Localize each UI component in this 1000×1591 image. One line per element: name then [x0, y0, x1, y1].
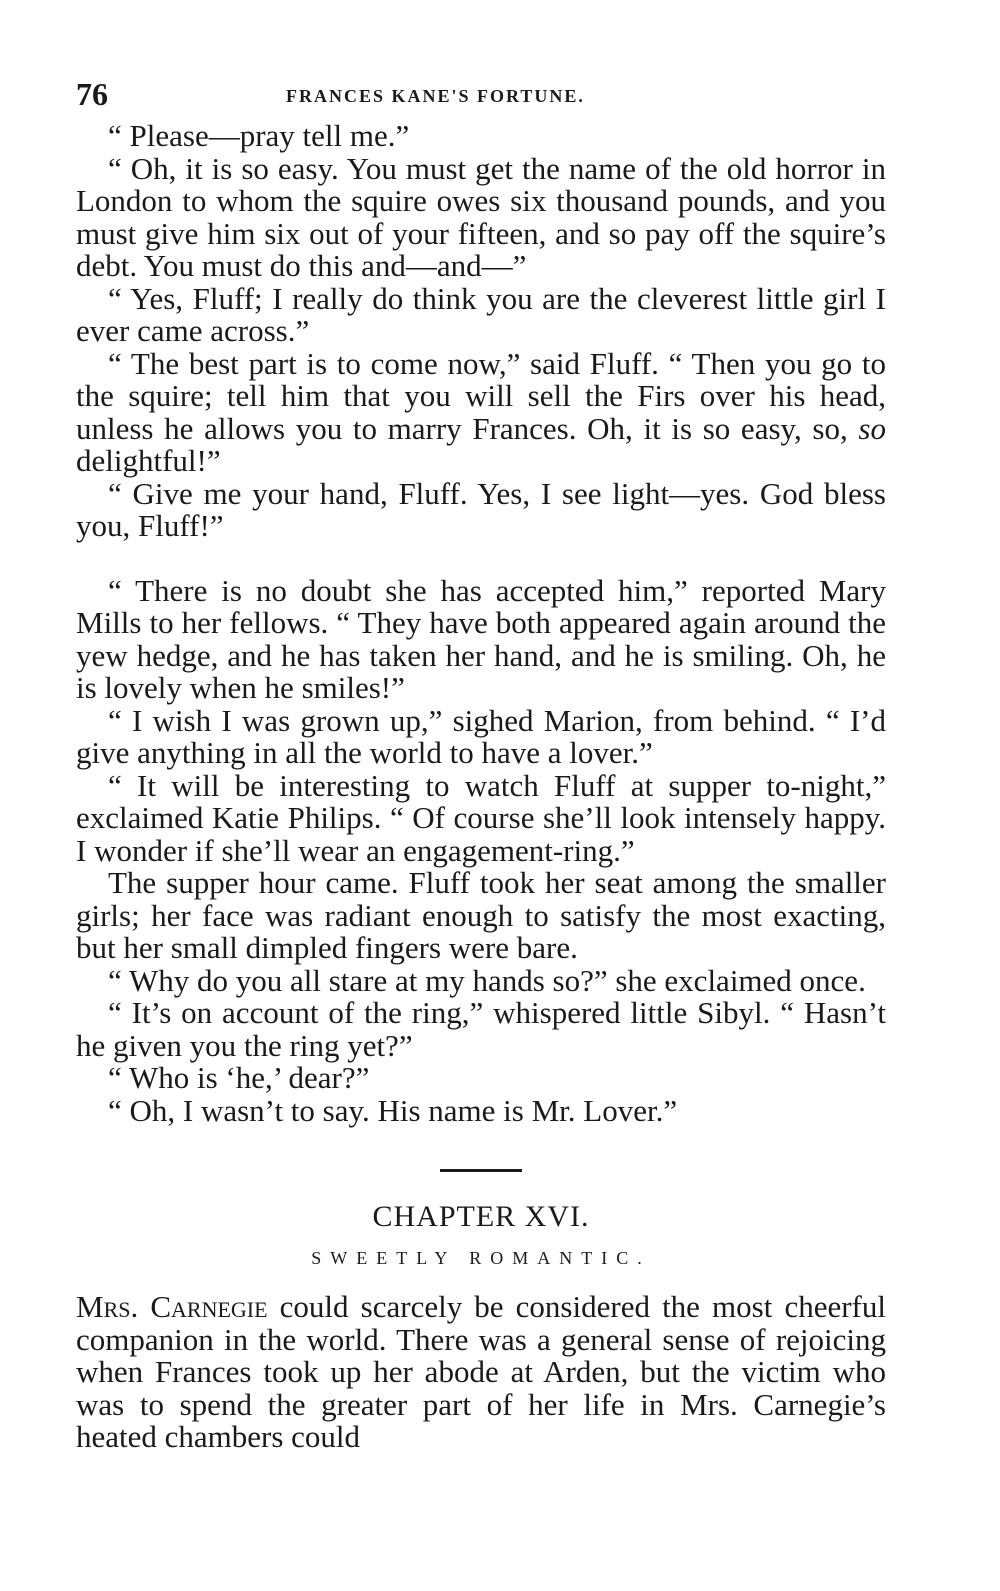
- paragraph: “ There is no doubt she has accepted him,” reported Mary Mills to her fellows. “ They have both appeared again around the yew hedge, and he has taken her hand, and he is smiling. Oh, he is lovely when he smiles!”: [76, 572, 886, 705]
- body-text: [76, 120, 886, 1127]
- book-page: [76, 76, 886, 1454]
- running-title: FRANCES KANE'S FORTUNE.: [286, 86, 585, 106]
- chapter-title: CHAPTER XVI.: [372, 1200, 590, 1233]
- section-break: [76, 543, 886, 575]
- chapter-opening-words: Mrs. Carnegie: [76, 1289, 268, 1324]
- running-head: [76, 76, 886, 120]
- chapter-subtitle: SWEETLY ROMANTIC.: [311, 1248, 651, 1268]
- paragraph: [76, 1291, 886, 1454]
- chapter-body-text: [76, 1291, 886, 1454]
- paragraph-text: “ The best part is to come now,” said Fluff. “ Then you go to the squire; tell him that you will sell the Firs over his head, unless he allows you to marry Frances. Oh, it is so easy, so,: [76, 345, 886, 446]
- paragraph: The supper hour came. Fluff took her seat among the smaller girls; her face was radiant enough to satisfy the most exacting, but her small dimpled fingers were bare.: [76, 865, 886, 965]
- chapter-divider-rule: [440, 1169, 522, 1172]
- paragraph: “ Please—pray tell me.”: [108, 118, 410, 153]
- paragraph: [76, 345, 886, 478]
- paragraph: “ Why do you all stare at my hands so?” she exclaimed once.: [108, 962, 866, 998]
- paragraph: “ Give me your hand, Fluff. Yes, I see light—yes. God bless you, Fluff!”: [76, 475, 886, 543]
- paragraph: “ It will be interesting to watch Fluff at supper to-night,” exclaimed Katie Philips. “ Of course she’ll look intensely happy. I wonder if she’ll wear an engagement-ring.”: [76, 767, 886, 868]
- paragraph: “ Oh, I wasn’t to say. His name is Mr. Lover.”: [108, 1092, 678, 1128]
- paragraph-text: delightful!”: [76, 443, 221, 478]
- paragraph: “ It’s on account of the ring,” whispered little Sibyl. “ Hasn’t he given you the ring yet?”: [76, 995, 886, 1063]
- paragraph-text: could scarcely be considered the most cheerful companion in the world. There was a general sense of rejoicing when Frances took up her abode at Arden, but the victim who was to spend the greater part of her life in Mrs. Carnegie’s heated chambers could: [76, 1289, 886, 1454]
- emphasis: so: [858, 410, 886, 446]
- paragraph: “ Who is ‘he,’ dear?”: [108, 1060, 370, 1095]
- paragraph: “ Yes, Fluff; I really do think you are the cleverest little girl I ever came across.”: [76, 280, 886, 348]
- paragraph: “ I wish I was grown up,” sighed Marion, from behind. “ I’d give anything in all the world to have a lover.”: [76, 702, 886, 770]
- paragraph: “ Oh, it is so easy. You must get the name of the old horror in London to whom the squire owes six thousand pounds, and you must give him six out of your fifteen, and so pay off the squire’s debt. You must do this and—and—”: [76, 150, 886, 283]
- page-number: 76: [76, 76, 108, 112]
